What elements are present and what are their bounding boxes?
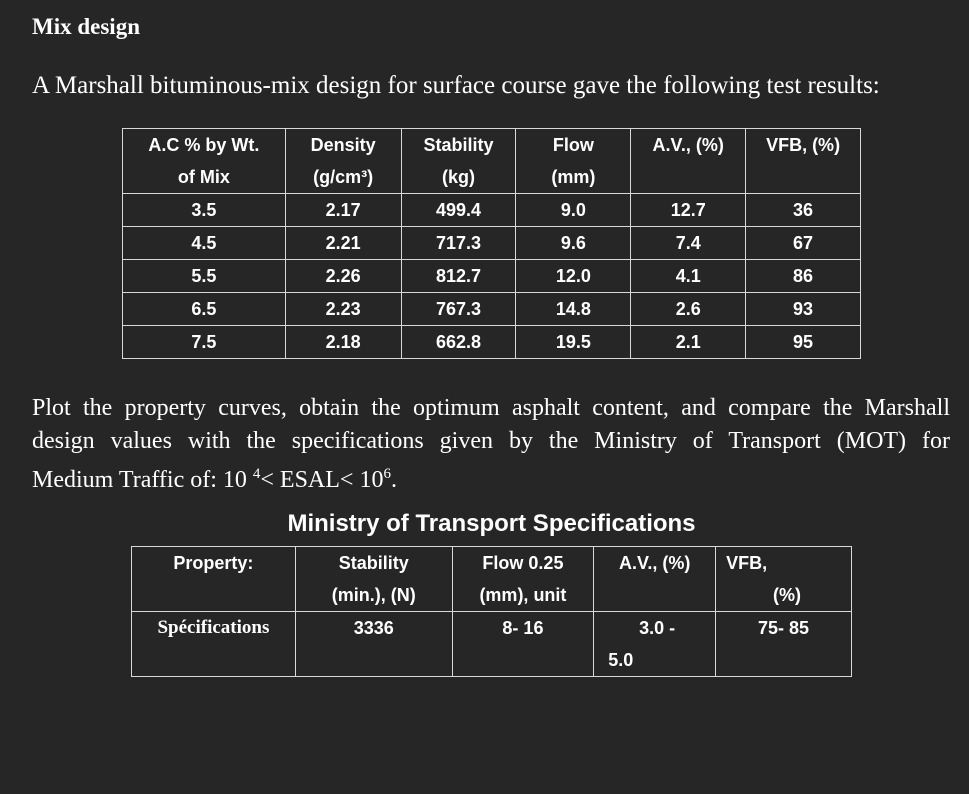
cell-density: 2.26 <box>285 260 401 293</box>
specs-value-row <box>132 612 852 677</box>
cell-vfb: 86 <box>746 260 861 293</box>
table-row <box>123 227 861 260</box>
header-stability-line2: (kg) <box>442 167 476 187</box>
results-header-row <box>123 129 861 194</box>
specs-stability-value: 3336 <box>295 612 452 677</box>
cell-density: 2.17 <box>285 194 401 227</box>
intro-text: A Marshall bituminous-mix design for surface course gave the following test results: <box>32 72 880 99</box>
cell-flow: 9.6 <box>516 227 631 260</box>
specs-header-stability-line2: (min.), (N) <box>331 585 416 605</box>
cell-flow: 19.5 <box>516 326 631 359</box>
specs-header-vfb <box>716 547 852 612</box>
cell-ac: 3.5 <box>123 194 286 227</box>
specs-header-av: A.V., (%) <box>594 547 716 612</box>
paragraph-line-1: Plot the property curves, obtain the optimum asphalt content, and compare the Marshall <box>32 395 950 421</box>
cell-av: 7.4 <box>631 227 746 260</box>
specs-header-vfb-line2: (%) <box>773 585 801 605</box>
exponent-6: 6 <box>383 466 391 482</box>
paragraph-line-2: design values with the specifications given by the Ministry of Transport (MOT) for <box>32 428 950 454</box>
cell-flow: 14.8 <box>516 293 631 326</box>
cell-av: 2.6 <box>631 293 746 326</box>
paragraph-line-3-end: . <box>390 467 397 493</box>
cell-stability: 717.3 <box>401 227 516 260</box>
header-ac-line2: of Mix <box>177 167 230 187</box>
header-av <box>631 129 746 194</box>
instructions-paragraph <box>32 392 950 497</box>
cell-av: 12.7 <box>631 194 746 227</box>
specs-av-value <box>594 612 716 677</box>
header-flow-line2: (mm) <box>551 167 596 187</box>
specs-flow-value: 8- 16 <box>452 612 594 677</box>
cell-density: 2.23 <box>285 293 401 326</box>
specs-title: Ministry of Transport Specifications <box>287 510 696 537</box>
cell-stability: 812.7 <box>401 260 516 293</box>
table-row <box>123 194 861 227</box>
header-flow-line1: Flow <box>552 135 594 155</box>
table-row <box>123 293 861 326</box>
cell-vfb: 93 <box>746 293 861 326</box>
exponent-4: 4 <box>252 466 261 482</box>
cell-stability: 662.8 <box>401 326 516 359</box>
specs-header-stability-line1: Stability <box>338 553 409 573</box>
specs-header-property: Property: <box>132 547 296 612</box>
table-row <box>123 260 861 293</box>
cell-ac: 5.5 <box>123 260 286 293</box>
specs-header-flow <box>452 547 594 612</box>
cell-stability: 499.4 <box>401 194 516 227</box>
cell-av: 2.1 <box>631 326 746 359</box>
section-heading: Mix design <box>32 14 140 39</box>
specs-table <box>131 546 852 677</box>
cell-vfb: 67 <box>746 227 861 260</box>
table-row <box>123 326 861 359</box>
header-stability-line1: Stability <box>423 135 494 155</box>
cell-flow: 12.0 <box>516 260 631 293</box>
cell-ac: 4.5 <box>123 227 286 260</box>
cell-density: 2.18 <box>285 326 401 359</box>
cell-flow: 9.0 <box>516 194 631 227</box>
specs-av-line2: 5.0 <box>608 650 634 670</box>
cell-vfb: 95 <box>746 326 861 359</box>
header-density-line1: Density <box>310 135 376 155</box>
cell-density: 2.21 <box>285 227 401 260</box>
results-table <box>122 128 861 359</box>
header-vfb <box>746 129 861 194</box>
paragraph-line-3-mid: < ESAL< 10 <box>260 467 384 493</box>
header-density <box>285 129 401 194</box>
header-stability <box>401 129 516 194</box>
specs-vfb-value: 75- 85 <box>716 612 852 677</box>
specs-av-line1: 3.0 - <box>639 618 676 638</box>
specs-header-flow-line1: Flow 0.25 <box>482 553 564 573</box>
specs-header-flow-line2: (mm), unit <box>479 585 567 605</box>
cell-stability: 767.3 <box>401 293 516 326</box>
specs-header-row <box>132 547 852 612</box>
paragraph-line-3 <box>32 458 950 497</box>
cell-ac: 7.5 <box>123 326 286 359</box>
header-ac-line1: A.C % by Wt. <box>148 135 260 155</box>
header-density-line2: (g/cm³) <box>313 167 374 187</box>
header-flow <box>516 129 631 194</box>
specs-row-label: Spécifications <box>132 612 296 677</box>
header-vfb-line1: VFB, (%) <box>766 135 841 155</box>
specs-header-vfb-line1: VFB, <box>726 553 768 573</box>
cell-av: 4.1 <box>631 260 746 293</box>
cell-vfb: 36 <box>746 194 861 227</box>
cell-ac: 6.5 <box>123 293 286 326</box>
header-av-line1: A.V., (%) <box>652 135 724 155</box>
paragraph-line-3-text: Medium Traffic of: 10 <box>32 467 253 493</box>
specs-header-stability <box>295 547 452 612</box>
header-ac <box>123 129 286 194</box>
